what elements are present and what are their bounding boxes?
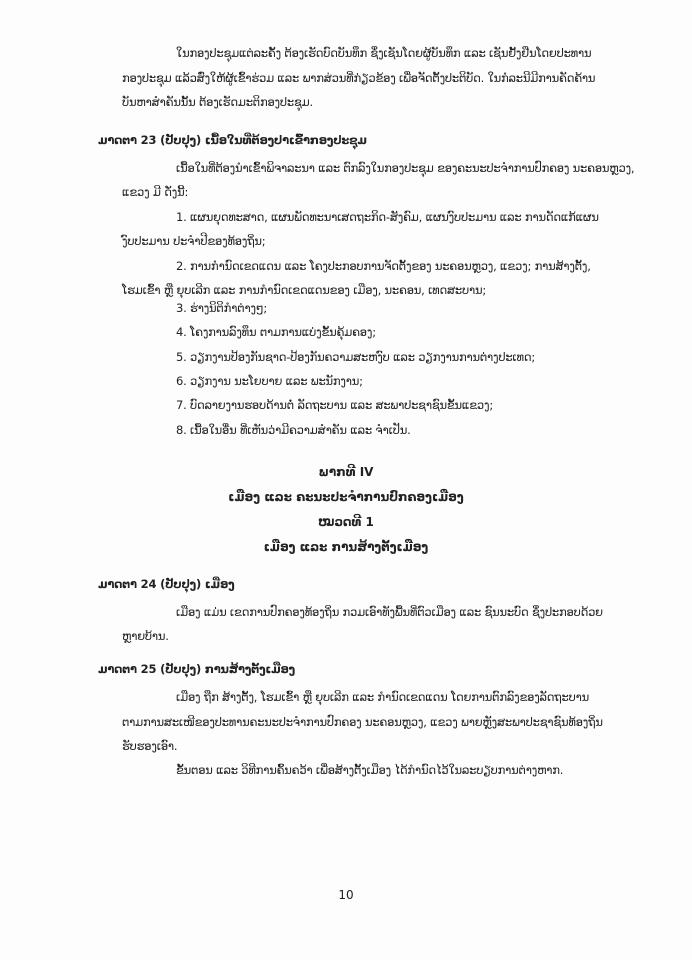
intro-line-3: ບັນຫາສຳຄັນນັ້ນ ຕ້ອງເຮັດມະຕິກອງປະຊຸມ. [122, 95, 313, 109]
article-25-line-2: ຕາມການສະເໜີຂອງປະທານຄະນະປະຈຳການປົກຄອງ ນະຄອນຫຼວງ, ແຂວງ ພາຍຫຼັງສະພາປະຊາຊົນທ້ອງຖິ່ນ [122, 715, 603, 729]
article-24-line-1: ເມືອງ ແມ່ນ ເຂດການປົກຄອງທ້ອງຖິ່ນ ກວມເອົາທັງພື້ນທີ່ຕົວເມືອງ ແລະ ຊົນນະບົດ ຊຶ່ງປະກອບດ້ວຍ [176, 605, 603, 619]
article-23-item-7: 7. ບົດລາຍງານຮອບດ້ານຕໍ່ ລັດຖະບານ ແລະ ສະພາປະຊາຊົນຂັ້ນແຂວງ; [176, 398, 494, 412]
article-23-item-2a: 2. ການກຳນົດເຂດແດນ ແລະ ໂຄງປະກອບການຈັດຕັ້ງຂອງ ນະຄອນຫຼວງ, ແຂວງ; ການສ້າງຕັ້ງ, [176, 259, 591, 273]
article-23-item-4: 4. ໂຄງການລົງທຶນ ຕາມການແບ່ງຂັ້ນຄຸ້ມຄອງ; [176, 325, 376, 339]
article-25-line-1: ເມືອງ ຖືກ ສ້າງຕັ້ງ, ໂຮມເຂົ້າ ຫຼື ຍຸບເລີກ ແລະ ກຳນົດເຂດແດນ ໂດຍການຕົກລົງຂອງລັດຖະບານ [176, 690, 589, 704]
part-title: ເມືອງ ແລະ ຄະນະປະຈຳການປົກຄອງເມືອງ [228, 490, 464, 504]
article-23-item-3: 3. ຮ່າງນິຕິກຳຕ່າງໆ; [176, 301, 268, 315]
article-25-heading: ມາດຕາ 25 (ປັບປຸງ) ການສ້າງຕັ້ງເມືອງ [98, 662, 296, 676]
article-23-item-6: 6. ວຽກງານ ນະໂຍບາຍ ແລະ ພະນັກງານ; [176, 374, 363, 388]
intro-line-2: ກອງປະຊຸມ ແລ້ວສົ່ງໃຫ້ຜູ້ເຂົ້າຮ່ວມ ແລະ ພາກສ່ວນທີ່ກ່ຽວຂ້ອງ ເພື່ອຈັດຕັ້ງປະຕິບັດ. ໃນກໍລະນີມີການຄັດຄ້ານ [122, 71, 596, 85]
article-25-line-4: ຂັ້ນຕອນ ແລະ ວິທີການຄົ້ນຄວ້າ ເພື່ອສ້າງຕັ້ງເມືອງ ໄດ້ກຳນົດໄວ້ໃນລະບຽບການຕ່າງຫາກ. [176, 763, 564, 777]
article-23-item-1a: 1. ແຜນຍຸດທະສາດ, ແຜນພັດທະນາເສດຖະກິດ-ສັງຄົມ, ແຜນງົບປະມານ ແລະ ການດັດແກ້ແຜນ [176, 210, 599, 224]
page-number: 10 [338, 888, 354, 902]
part-label: ພາກທີ IV [318, 465, 374, 479]
article-24-line-2: ຫຼາຍບ້ານ. [122, 629, 169, 643]
intro-line-1: ໃນກອງປະຊຸມແຕ່ລະຄັ້ງ ຕ້ອງເຮັດບົດບັນທຶກ ຊຶ່ງເຊັນໂດຍຜູ້ບັນທຶກ ແລະ ເຊັນຢັ້ງຢືນໂດຍປະທານ [176, 46, 592, 60]
chapter-title: ເມືອງ ແລະ ການສ້າງຕັ້ງເມືອງ [263, 540, 429, 554]
article-23-item-8: 8. ເນື້ອໃນອື່ນ ທີ່ເຫັນວ່າມີຄວາມສຳຄັນ ແລະ ຈຳເປັນ. [176, 423, 411, 437]
article-23-intro-2: ແຂວງ ມີ ດັ່ງນີ້: [122, 185, 189, 199]
article-24-heading: ມາດຕາ 24 (ປັບປຸງ) ເມືອງ [98, 577, 235, 591]
article-23-intro-1: ເນື້ອໃນທີ່ຕ້ອງນຳເຂົ້າພິຈາລະນາ ແລະ ຕົກລົງໃນກອງປະຊຸມ ຂອງຄະນະປະຈຳການປົກຄອງ ນະຄອນຫຼວງ, [176, 161, 635, 175]
article-23-item-1b: ງົບປະມານ ປະຈຳປີຂອງທ້ອງຖິ່ນ; [122, 234, 266, 248]
article-23-item-5: 5. ວຽກງານປ້ອງກັນຊາດ-ປ້ອງກັນຄວາມສະຫງົບ ແລະ ວຽກງານການຕ່າງປະເທດ; [176, 350, 536, 364]
article-25-line-3: ຮັບຮອງເອົາ. [122, 739, 178, 753]
article-23-item-2b: ໂຮມເຂົ້າ ຫຼື ຍຸບເລີກ ແລະ ການກຳນົດເຂດແດນຂອງ ເມືອງ, ນະຄອນ, ເທດສະບານ; [122, 283, 487, 297]
article-23-heading: ມາດຕາ 23 (ປັບປຸງ) ເນື້ອໃນທີ່ຕ້ອງປາເຂົ້າກອງປະຊຸມ [98, 133, 367, 147]
chapter-label: ໝວດທີ 1 [318, 515, 374, 529]
